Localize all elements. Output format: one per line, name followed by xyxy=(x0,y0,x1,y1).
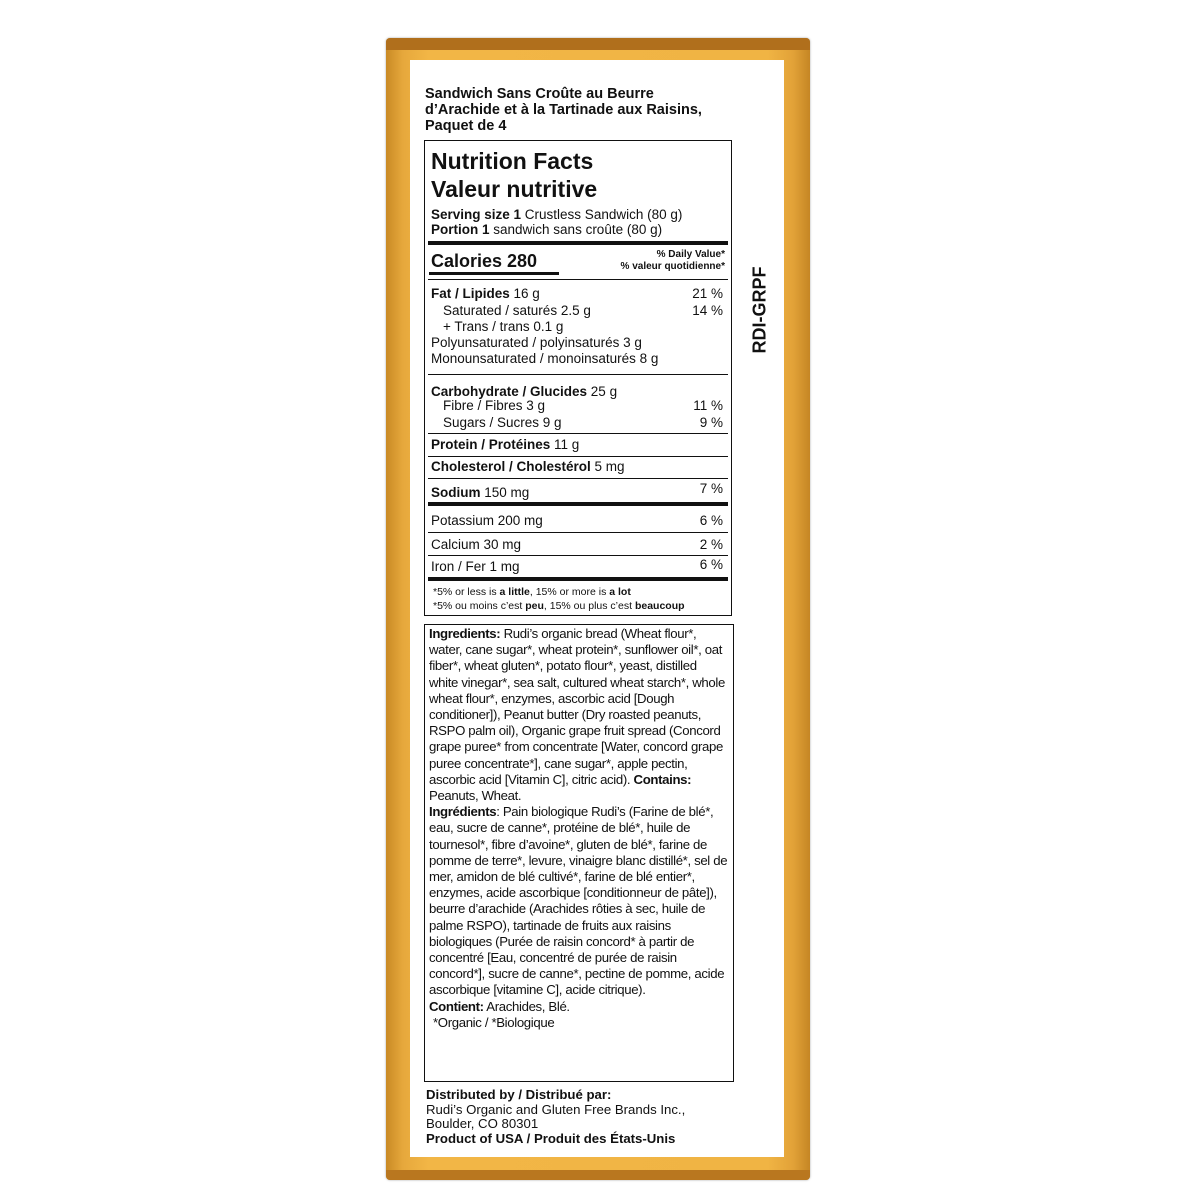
nutrient-amount: 150 mg xyxy=(480,485,530,500)
distribution-info xyxy=(426,1088,746,1146)
nutrient-row-monounsaturated xyxy=(431,351,723,367)
nutrient-amount: 5 mg xyxy=(590,459,625,474)
box-top-edge xyxy=(386,38,810,50)
divider xyxy=(428,433,728,434)
daily-value-footnote-en: *5% or less is a little, 15% or more is a lot xyxy=(433,586,631,598)
divider xyxy=(428,532,728,533)
serving-value-fr: sandwich sans croûte (80 g) xyxy=(489,222,663,237)
nutrient-percent: 11 % xyxy=(693,398,723,413)
contains-fr: Contient: Arachides, Blé. xyxy=(429,998,570,1014)
divider xyxy=(428,577,728,581)
nutrition-facts-table xyxy=(424,140,732,616)
serving-label-en: Serving size 1 xyxy=(431,207,522,222)
nutrient-row-cholesterol xyxy=(431,459,723,475)
nutrient-row-potassium xyxy=(431,513,723,529)
serving-size xyxy=(431,207,682,237)
nutrient-row-saturated xyxy=(431,303,723,319)
nutrient-row-protein xyxy=(431,437,723,453)
serving-value-en: Crustless Sandwich (80 g) xyxy=(521,207,683,222)
nutrient-label: Fat / Lipides xyxy=(431,286,510,301)
daily-value-fr: % valeur quotidienne* xyxy=(620,261,725,272)
nutrient-row-calcium xyxy=(431,537,723,553)
nutrition-title xyxy=(431,147,597,203)
nutrient-label: Sugars / Sucres 9 g xyxy=(443,415,562,430)
nutrient-amount: 1 mg xyxy=(485,559,520,574)
organic-note: *Organic / *Biologique xyxy=(433,1014,555,1030)
nutrient-label: Polyunsaturated / polyinsaturés 3 g xyxy=(431,335,642,350)
nutrient-amount: 25 g xyxy=(587,384,618,399)
nutrient-amount: 11 g xyxy=(550,437,580,452)
nutrient-row-iron xyxy=(431,559,723,575)
nutrient-label: Fibre / Fibres 3 g xyxy=(443,398,546,413)
distributor-address: Boulder, CO 80301 xyxy=(426,1116,539,1131)
nutrient-percent: 14 % xyxy=(692,303,723,318)
nutrient-label: Protein / Protéines xyxy=(431,437,551,452)
nutrient-row-fibre xyxy=(431,398,723,414)
calories-underline xyxy=(429,272,559,275)
nutrient-label: Saturated / saturés 2.5 g xyxy=(443,303,591,318)
nutrient-percent: 6 % xyxy=(699,513,723,528)
product-code: RDI-GRPF xyxy=(749,266,770,354)
nutrient-row-sugars xyxy=(431,415,723,431)
nutrient-label: Monounsaturated / monoinsaturés 8 g xyxy=(431,351,659,366)
nutrient-label: + Trans / trans 0.1 g xyxy=(443,319,564,334)
nutrient-percent: 7 % xyxy=(699,481,723,496)
product-origin: Product of USA / Produit des États-Unis xyxy=(426,1130,676,1146)
nutrient-amount: 16 g xyxy=(509,286,540,301)
ingredients-en: Ingredients: Rudi’s organic bread (Wheat flour*, water, cane sugar*, wheat protein*, sunflower oil*, oat fiber*, wheat gluten*, potato flour*, yeast, distilled white vinegar*, sea salt, cultured wheat starch*, whole wheat flour*, enzymes, ascorbic acid [Dough conditioner]), Peanut butter (Dry roasted peanuts, RSPO palm oil), Organic grape fruit spread (Concord grape puree* from concentrate [Water, concord grape puree concentrate*], cane sugar*, apple pectin, ascorbic acid [Vitamin C], citric acid). Contains: Peanuts, Wheat. xyxy=(429,626,725,804)
product-title-line: Sandwich Sans Croûte au Beurre xyxy=(425,86,654,102)
distributor-label: Distributed by / Distribué par: xyxy=(426,1087,612,1102)
divider xyxy=(428,555,728,556)
nutrient-label: Potassium xyxy=(431,513,495,528)
nutrient-row-sodium xyxy=(431,481,723,501)
nutrient-row-polyunsaturated xyxy=(431,335,723,351)
calories: Calories 280 xyxy=(431,251,538,271)
nutrient-row-trans xyxy=(431,319,723,335)
nutrient-percent: 21 % xyxy=(692,286,723,301)
daily-value-en: % Daily Value* xyxy=(656,249,725,260)
nutrient-percent: 6 % xyxy=(699,557,723,572)
serving-label-fr: Portion 1 xyxy=(431,222,490,237)
nutrient-percent: 9 % xyxy=(699,415,723,430)
box-bottom-edge xyxy=(386,1170,810,1180)
divider xyxy=(428,478,728,479)
daily-value-header xyxy=(621,249,725,273)
nutrient-percent: 2 % xyxy=(699,537,723,552)
nutrient-label: Cholesterol / Cholestérol xyxy=(431,459,591,474)
nutrient-label: Carbohydrate / Glucides xyxy=(431,384,588,399)
nutrient-label: Calcium xyxy=(431,537,480,552)
divider xyxy=(428,456,728,457)
distributor-name: Rudi’s Organic and Gluten Free Brands Inc., xyxy=(426,1101,686,1117)
nutrition-title-en: Nutrition Facts xyxy=(431,148,594,174)
nutrition-title-fr: Valeur nutritive xyxy=(431,176,598,202)
nutrient-row-fat xyxy=(431,286,723,302)
divider xyxy=(428,374,728,375)
daily-value-footnote-fr: *5% ou moins c’est peu, 15% ou plus c’est beaucoup xyxy=(433,600,685,612)
product-title-line: Paquet de 4 xyxy=(425,118,507,134)
divider xyxy=(428,241,728,245)
ingredients-fr: Ingrédients: Pain biologique Rudi’s (Farine de blé*, eau, sucre de canne*, protéine de blé*, huile de tournesol*, fibre d’avoine*, gluten de blé*, farine de pomme de terre*, levure, vinaigre blanc distillé*, sel de mer, amidon de blé cultivé*, farine de blé entier*, enzymes, acide ascorbique [conditionneur de pâte]), beurre d’arachide (Arachides rôties à sec, huile de palme RSPO), tartinade de fruits aux raisins biologiques (Purée de raisin concord* à partir de concentré [Eau, concentré de purée de raisin concord*], sucre de canne*, pectine de pomme, acide ascorbique [vitamine C], acide citrique). xyxy=(429,804,728,998)
nutrient-amount: 200 mg xyxy=(494,513,543,528)
product-title-line: d’Arachide et à la Tartinade aux Raisins, xyxy=(425,102,702,118)
divider xyxy=(428,279,728,280)
nutrient-label: Sodium xyxy=(431,485,481,500)
divider xyxy=(428,502,728,506)
ingredients-box xyxy=(424,624,734,1082)
nutrient-amount: 30 mg xyxy=(479,537,522,552)
product-title xyxy=(425,86,765,134)
nutrient-label: Iron / Fer xyxy=(431,559,486,574)
